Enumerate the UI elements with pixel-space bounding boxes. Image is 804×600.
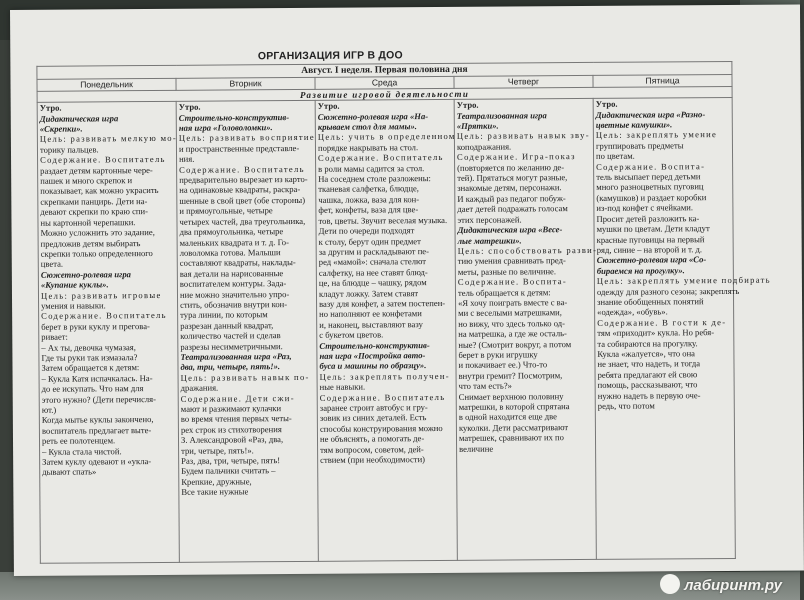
text-line: та собираются на прогулку. [597,337,698,349]
text-line: Цель: развивать игровые [40,289,162,301]
text-line: девают скрепки по краю спи- [40,206,149,218]
text-line: разрезы несимметричными. [180,340,283,352]
text-line: вая детали на нарисованные [179,267,284,279]
text-line: количество частей и сделав [180,330,281,341]
text-line: крываем стол для мамы». [317,121,417,132]
day-header: Понедельник [37,79,176,91]
text-line: дывают спать» [42,466,97,478]
text-line: «Я хочу поиграть вместе с ва- [458,297,568,308]
text-line: тель высыпает перед детьми [596,171,701,182]
text-line: дает детей подражать голосам [457,203,568,215]
text-line: ривает: [41,331,68,342]
text-line: Цель: закреплять умение подбирать [596,274,771,287]
text-line: чашка, ложка, ваза для кон- [318,194,420,205]
text-line: Строительно-конструктив- [178,111,290,123]
schedule-table [36,61,771,564]
text-line: торику пальцев. [39,144,99,155]
day-column [318,100,455,561]
text-line: ряд, синие – на второй и т. д. [596,244,703,255]
text-line: Театрализованная игра [456,109,547,121]
text-line: Утро. [39,102,62,114]
text-line: что там есть?» [458,380,512,392]
text-line: к столу, берут один предмет [318,235,421,247]
text-line: Кукла «жалуется», что она [597,348,696,359]
text-line: в роли мамы садится за стол. [318,162,425,174]
text-line: цвета. [40,258,64,270]
text-line: берет в руки куклу и прегова- [41,320,150,332]
text-line: ют.) [41,404,57,415]
text-line: во время чтения первых четы- [180,413,292,425]
text-line: и прямоугольные, четыре [179,205,273,217]
text-line: матрешки, в которой спрятана [458,401,570,412]
text-line: Содержание. Дети сжи- [180,392,295,404]
text-line: Когда мытье куклы закончено, [41,414,154,426]
text-line: ребята предлагают ей свою [597,368,698,380]
text-line: скрепками панцирь. Дети на- [40,195,148,207]
text-line: Утро. [317,100,340,112]
text-line: Сюжетно-ролевая игра «Со- [596,254,707,266]
text-line: маленьких квадрата и т. д. Го- [179,236,289,248]
text-line: реть ее полотенцем. [41,435,116,447]
text-line: Строительно-конструктив- [319,339,430,351]
text-line: ные навыки. [319,381,366,393]
text-line: «Купание куклы». [40,279,109,290]
text-line: заранее строит автобус и гру- [319,402,428,413]
text-line: меты, разные по величине. [457,265,557,277]
text-line: этого нужно? (Дети перечисля- [41,393,157,405]
text-line: И каждый раз педагог побуж- [457,193,566,204]
text-line: ная игра «Постройка авто- [319,350,426,361]
text-line: знание обобщенных понятий [597,296,704,307]
text-line: Можно усложнить это задание, [40,227,155,238]
text-line: ловоломка готова. Малыши [179,247,281,258]
text-line: тура линии, по которым [180,309,268,321]
text-line: На соседнем столе разложены: [318,173,431,184]
text-line: (камушков) и раздает коробки [596,192,707,203]
text-line: Утро. [456,99,479,111]
day-column [595,98,771,559]
watermark-logo [660,574,782,594]
text-line: Дети по очереди подходят [318,225,415,236]
text-line: Крепкие, дружные, [181,476,252,487]
text-line: Сюжетно-ролевая игра «На- [317,110,429,122]
text-line: Раз, два, три, четыре, пять! [181,455,281,466]
text-line: воспитатель предлагает выте- [41,424,152,436]
text-line: показывает, как можно украсить [40,185,159,197]
text-line: и, наконец, выставляют вазу [319,318,423,330]
text-line: способы конструирования можно [319,422,443,434]
text-line: «одежда», «обувь». [597,306,668,318]
text-line: Содержание. Воспита- [457,276,568,288]
text-line: зовик из синих деталей. Есть [319,412,427,424]
text-line: помощь, рассказывают, что [597,379,698,391]
text-line: тов, цветы. Звучит веселая музыка. [318,214,448,226]
text-line: Будем пальчики считать – [181,465,276,477]
text-line: Цель: развивать мелкую мо- [39,133,178,145]
text-line: скрепки только определенного [40,247,153,259]
text-line: Цель: закреплять умение [595,129,718,141]
text-line: тей). Прятаться могут разные, [457,172,568,183]
text-line: буса и машины по образцу». [319,360,427,372]
text-line: Содержание. Воспитатель [40,154,166,166]
day-header: Четверг [454,76,593,88]
text-line: величине [459,443,494,454]
text-line: Содержание. Воспитатель [179,163,305,175]
text-line: вазу для конфет, а затем постепен- [319,297,446,309]
text-line: на матрешка, а где же осталь- [458,328,567,340]
text-line: «Прятки». [456,120,499,131]
text-line: це, на блюдце – чашку, рядом [318,277,427,288]
day-column [40,102,177,563]
text-line: мают и разжимают кулачки [180,403,282,414]
text-line: четырех частей, два треугольника, [179,215,306,227]
text-line: салфетку, на нее ставят блюд- [318,266,428,278]
text-line: с букетом цветов. [319,329,384,341]
text-line: до ее искупать. Что нам для [41,383,144,394]
week-subtitle: Август. I неделя. Первая половина дня [37,61,732,79]
text-line: Содержание. В гости к де- [597,316,727,328]
text-line: нужно надеть в первую оче- [597,389,701,401]
text-line: знакомые детям, персонажи. [457,182,562,194]
text-line: Дидактическая игра «Разно- [595,108,706,120]
text-line: Сюжетно-ролевая игра [40,268,131,280]
page-title: ОРГАНИЗАЦИЯ ИГР В ДОО [257,49,403,63]
text-line: Просит детей разложить ка- [596,212,700,224]
text-line: тям «приходит» кукла. Но ребя- [597,327,715,339]
text-line: Содержание. Игра-показ [457,151,576,163]
text-line: Снимает верхнюю половину [458,390,564,402]
text-line: по цветам. [595,150,635,162]
text-line: лые матрешки». [457,234,522,246]
text-line: Цель: развивать восприятие [178,132,315,144]
text-line: куколки. Дети рассматривают [458,421,569,433]
text-line: бираемся на прогулку». [596,265,685,276]
text-line: Содержание. Воспита- [596,160,706,172]
labirint-logo-icon [660,574,680,594]
text-line: много разноцветных пуговиц [596,181,704,193]
text-line: тель обращается к детям: [457,286,551,298]
text-line: предварительно вырезает из карто- [179,173,308,185]
watermark-text: лабиринт.ру [684,577,782,594]
section-heading: Развитие игровой деятельности [37,86,732,102]
text-line: фет, конфеты, ваза для цве- [318,204,419,216]
text-line: берет в руки игрушку [458,349,538,360]
text-line: Где ты руки так измазала? [41,352,138,363]
text-line: «Скрепки». [39,123,83,134]
text-line: Содержание. Воспитатель [318,152,444,164]
text-line: Затем куклу одевают и «укла- [42,456,152,467]
text-line: Театрализованная игра «Раз, [180,351,292,362]
day-column [456,99,598,560]
text-line: ны картонной черепашки. [40,216,136,228]
text-line: – Кукла стала чистой. [42,445,122,457]
text-line: красные пуговицы на первый [596,233,705,245]
text-line: не объяснять, а помогать де- [319,433,425,445]
text-line: Содержание. Воспитатель [41,310,167,322]
text-line: два прямоугольника, четыре [179,226,284,237]
text-line: Утро. [178,101,201,113]
text-line: умения и навыки. [41,300,106,311]
content-row [37,98,735,564]
text-line: ния. [179,153,195,165]
text-line: ми с веселыми матрешками, [458,307,562,319]
text-line: Затем обращается к детям: [41,362,140,374]
text-line: шенные в свой цвет (обе стороны) [179,194,306,206]
text-line: но наполняют ее конфетами [319,308,422,320]
text-line: коподражания. [456,141,512,152]
document-page [10,4,804,576]
text-line: два, три, четыре, пять!». [180,361,281,373]
day-header: Пятница [593,75,732,87]
text-line: внутри гремит? Посмотрим, [458,369,563,381]
text-line: Содержание. Воспитатель [319,391,446,403]
text-line: тям вопросом, советом, дей- [320,443,424,455]
day-column [179,101,316,562]
text-line: ред «мамой»: сначала стелют [318,256,427,268]
text-line: ствием (при необходимости) [320,454,426,465]
text-line: – Ах ты, девочка чумазая, [41,341,136,353]
text-line: дражания. [180,382,219,394]
text-line: одежду для разного сезона; закреплять [596,285,740,297]
text-line: три, четыре, пять!». [181,444,254,456]
text-line: Все такие нужные [181,486,249,498]
text-line: разрезан данный квадрат, [180,319,274,331]
text-line: Дидактическая игра «Весе- [457,224,563,235]
text-line: и покачивает ее.) Что-то [458,359,548,371]
text-line: порядке накрывать на стол. [317,141,419,153]
text-line: составляют квадраты, наклады- [179,257,296,269]
text-line: матрешек, сравнивают их по [458,432,564,444]
text-line: тию умения сравнивать пред- [457,255,566,267]
text-line: на одинаковые квадраты, раскра- [179,184,301,196]
text-line: тканевая салфетка, блюдце, [318,183,419,195]
text-line: Утро. [595,98,618,110]
text-line: но вижу, что здесь только од- [458,317,566,329]
day-header: Среда [315,77,454,89]
text-line: цветные камушки». [595,119,673,130]
day-header: Вторник [176,78,315,90]
text-line: группировать предметы [595,140,684,151]
text-line: пашек и много скрепок и [40,175,133,186]
text-line: мушки по цветам. Дети кладут [596,223,710,235]
text-line: кладут ложку. Затем ставят [318,287,419,299]
text-line: воспитателем контуры. Зада- [179,278,287,289]
text-line: раздает детям картонные чере- [40,164,153,176]
text-line: З. Александровой «Раз, два, [180,434,284,446]
text-line: и пространственные представле- [178,142,300,154]
text-line: ная игра «Головоломки». [178,122,273,133]
text-line: из-под конфет с ячейками. [596,202,694,214]
text-line: редь, что потом [597,400,655,411]
text-line: этих персонажей. [457,214,522,225]
text-line: Дидактическая игра [39,112,119,124]
text-line: Цель: учить в определенном [317,131,456,143]
text-line: Цель: закреплять получен- [319,370,450,382]
text-line: Цель: развивать навык зву- [456,130,590,142]
text-line: – Кукла Катя испачкалась. На- [41,372,153,384]
text-line: предложив детям выбирать [40,237,141,249]
text-line: в одной находится еще две [458,411,557,423]
text-line: стить, обозначив внутри кон- [180,299,288,310]
text-line: ные? (Смотрит вокруг, а потом [458,338,572,350]
text-line: не знает, что надеть, и тогда [597,358,701,370]
text-line: рех строк из стихотворения [180,423,282,435]
text-line: ние можно значительно упро- [179,288,290,300]
text-line: Цель: способствовать разви- [457,244,598,256]
text-line: Цель: развивать навык по- [180,371,310,383]
text-line: за другим и раскладывают пе- [318,245,429,257]
text-line: (повторяется по желанию де- [457,161,565,173]
